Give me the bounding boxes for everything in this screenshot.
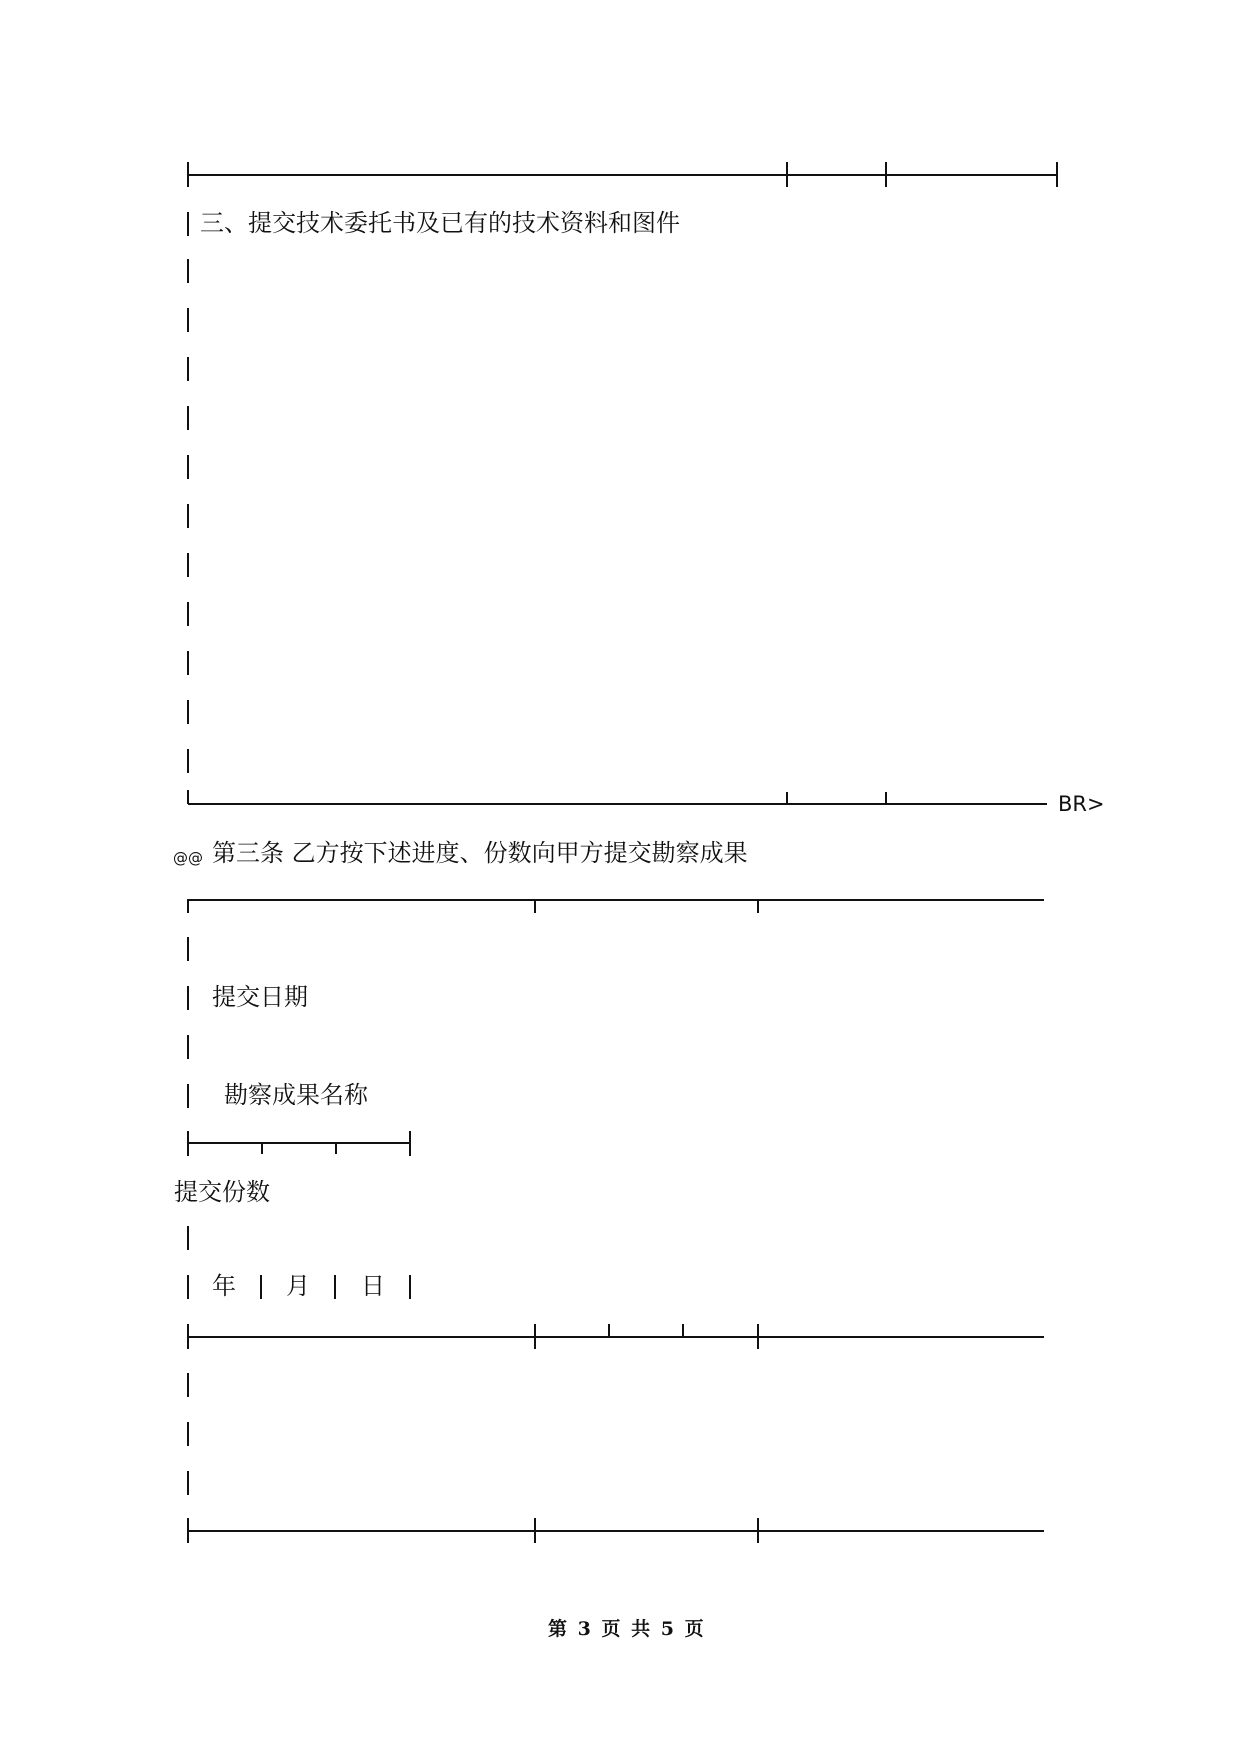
footer-prefix: 第 <box>548 1618 570 1640</box>
table-divider <box>334 1275 336 1299</box>
footer-suffix: 页 <box>684 1618 706 1640</box>
footer-middle: 页 共 <box>601 1618 653 1640</box>
table-left-border <box>187 406 189 430</box>
table-tick <box>534 899 536 913</box>
footer-total-pages: 5 <box>660 1618 676 1640</box>
submit-copies-label: 提交份数 <box>174 1178 270 1206</box>
table-tick <box>1056 162 1058 187</box>
table-tick <box>757 1324 759 1349</box>
table-divider <box>409 1275 411 1299</box>
table-left-border <box>187 986 189 1010</box>
table-tick <box>261 1142 263 1154</box>
table-tick <box>885 162 887 187</box>
table-left-border <box>187 212 189 236</box>
table-left-border <box>187 1035 189 1059</box>
table-left-border <box>187 553 189 577</box>
table-corner <box>187 790 189 804</box>
year-label: 年 <box>212 1272 236 1300</box>
table-left-border <box>187 1422 189 1446</box>
table-left-border <box>187 1471 189 1495</box>
table-tick <box>608 1324 610 1336</box>
page-footer <box>548 1614 706 1644</box>
section-three-heading: 三、提交技术委托书及已有的技术资料和图件 <box>200 209 680 237</box>
br-marker: BR> <box>1058 792 1105 816</box>
table-left-border <box>187 700 189 724</box>
result-name-label: 勘察成果名称 <box>224 1081 368 1109</box>
table-left-border <box>187 651 189 675</box>
table-tick <box>187 162 189 187</box>
table-tick <box>786 792 788 804</box>
table-rule <box>188 899 1044 901</box>
submit-date-label: 提交日期 <box>212 983 308 1011</box>
table-divider <box>260 1275 262 1299</box>
table-left-border <box>187 749 189 773</box>
table-left-border <box>187 602 189 626</box>
table-left-border <box>187 455 189 479</box>
article-three-heading: 第三条 乙方按下述进度、份数向甲方提交勘察成果 <box>212 839 748 867</box>
table-left-border <box>187 937 189 961</box>
table-tick <box>187 1324 189 1349</box>
table-rule <box>188 1336 1044 1338</box>
table-tick <box>885 792 887 804</box>
table-rule-top <box>188 174 1057 176</box>
month-label: 月 <box>286 1272 310 1300</box>
table-tick <box>682 1324 684 1336</box>
table-tick <box>786 162 788 187</box>
table-rule <box>188 1530 1044 1532</box>
table-rule-bottom <box>188 803 1047 805</box>
table-left-border <box>187 1275 189 1299</box>
table-left-border <box>187 504 189 528</box>
table-tick <box>757 1518 759 1543</box>
footer-page-number: 3 <box>577 1618 593 1640</box>
table-left-border <box>187 1373 189 1397</box>
table-left-border <box>187 308 189 332</box>
table-left-border <box>187 357 189 381</box>
table-tick <box>187 1518 189 1543</box>
table-tick <box>187 899 189 913</box>
table-tick <box>757 899 759 913</box>
table-left-border <box>187 1226 189 1250</box>
table-tick <box>409 1131 411 1156</box>
table-left-border <box>187 259 189 283</box>
table-tick <box>335 1142 337 1154</box>
table-tick <box>534 1324 536 1349</box>
table-tick <box>534 1518 536 1543</box>
at-marker: @@ <box>173 849 203 867</box>
table-rule <box>188 1142 410 1144</box>
day-label: 日 <box>361 1272 385 1300</box>
table-left-border <box>187 1084 189 1108</box>
